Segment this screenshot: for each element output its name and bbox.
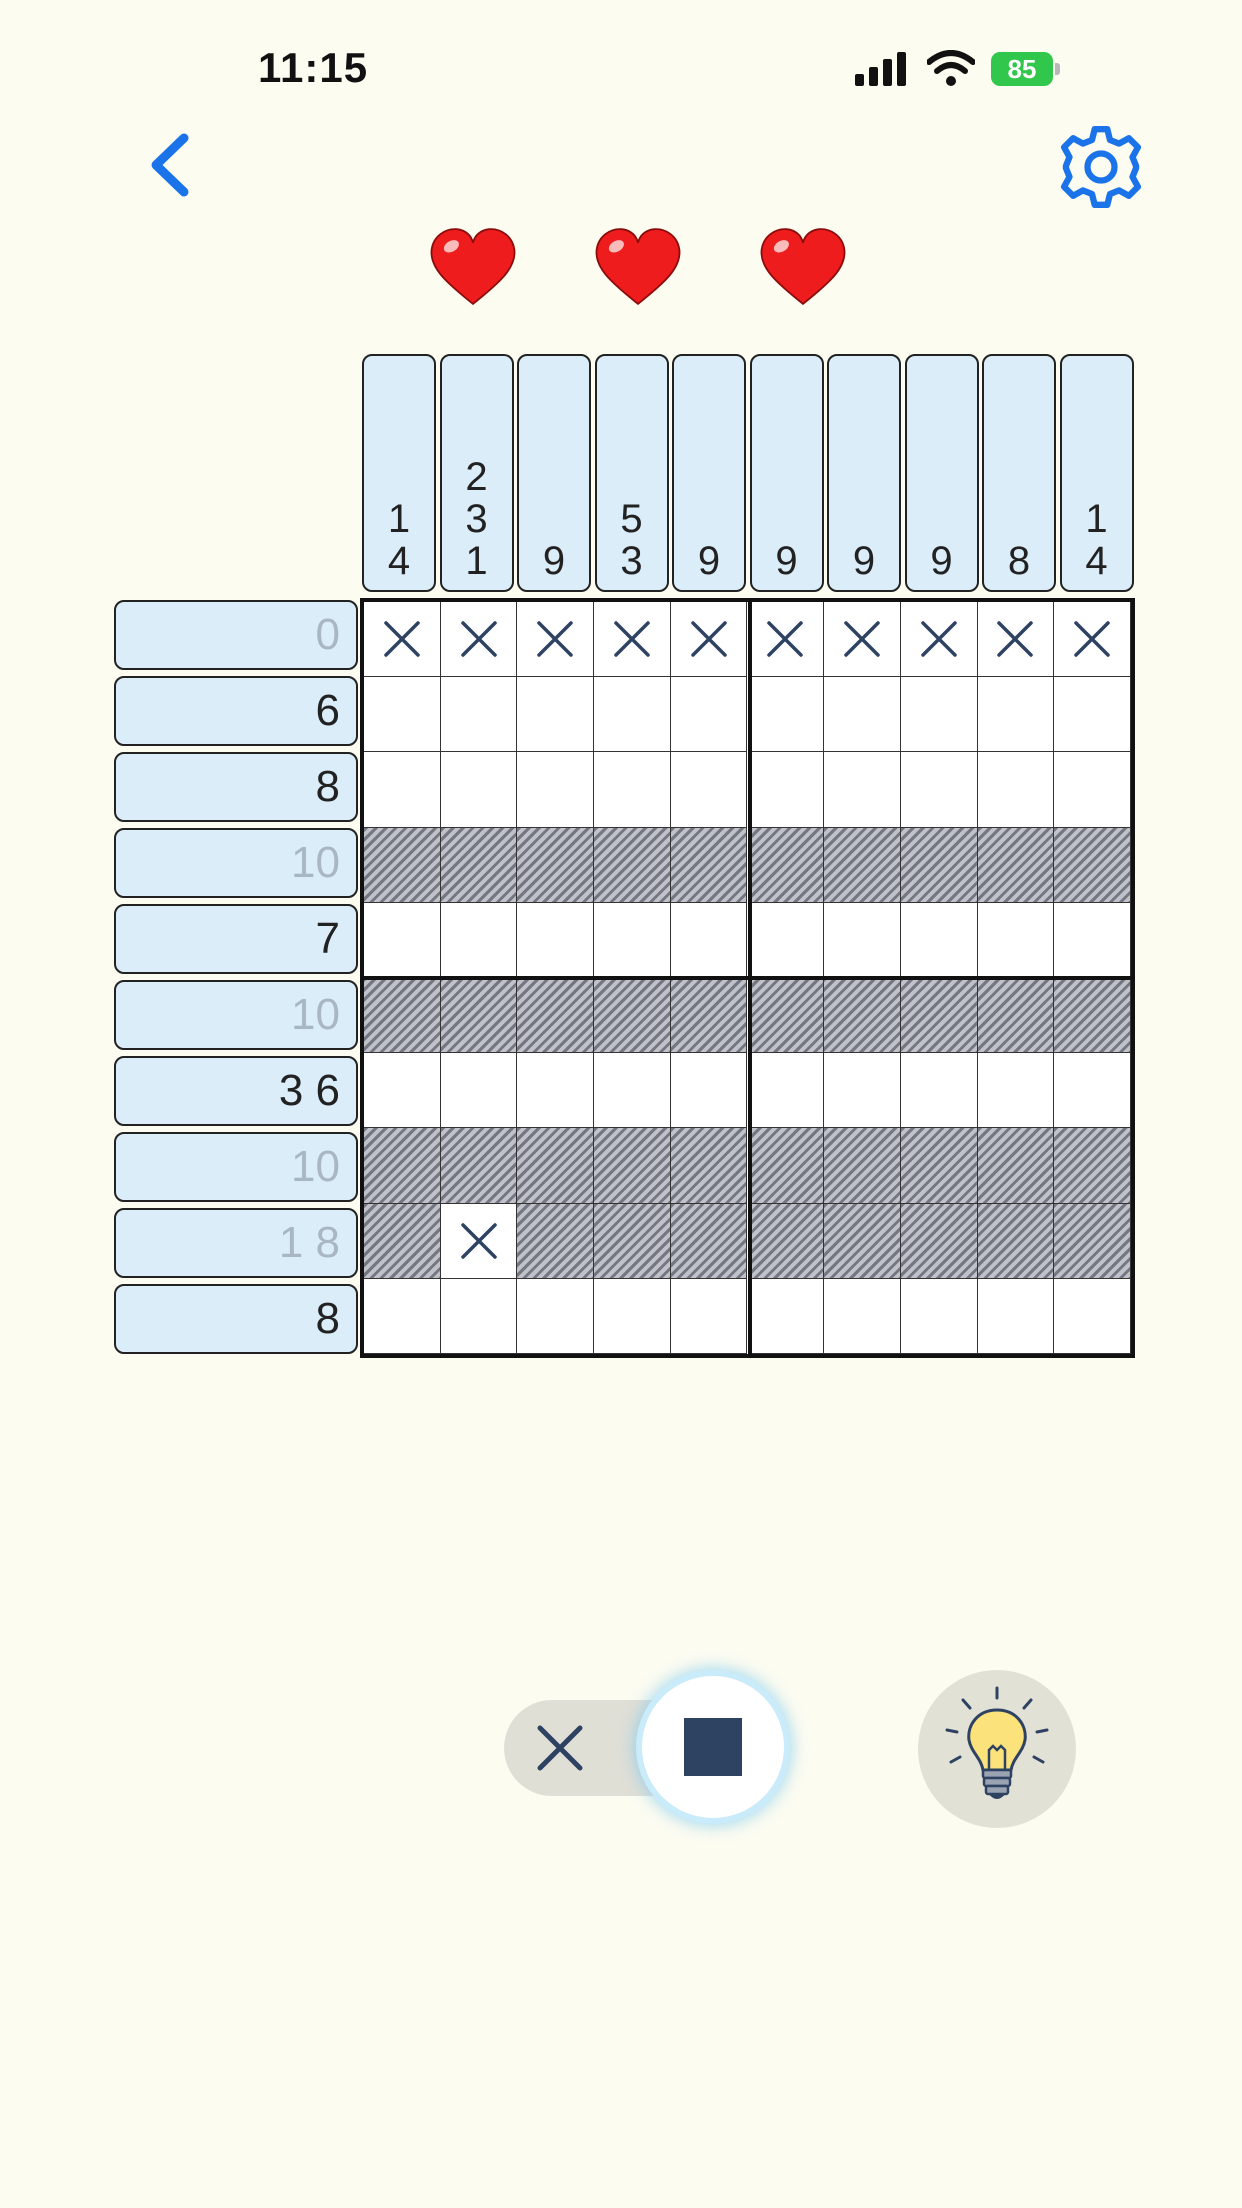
grid-cell[interactable] [441,903,518,978]
grid-cell[interactable] [748,978,825,1053]
grid-cell[interactable] [1054,1053,1131,1128]
grid-cell[interactable] [1054,1279,1131,1354]
column-clue [905,354,979,592]
column-clue [362,354,436,592]
grid-cell[interactable] [824,677,901,752]
lightbulb-icon [937,1684,1057,1814]
column-clue-number: 5 [620,497,643,541]
cross-mark-icon [610,617,654,661]
grid-cell[interactable] [901,903,978,978]
column-clue-number: 1 [1085,497,1108,541]
column-clue-number: 4 [1085,539,1108,583]
grid-cell[interactable] [1054,903,1131,978]
fill-mode-button[interactable] [636,1670,790,1824]
grid-cell[interactable] [901,1053,978,1128]
column-clue [827,354,901,592]
cross-mark-icon [533,617,577,661]
cross-mark-icon [917,617,961,661]
back-chevron-icon[interactable] [140,130,200,200]
grid-cell[interactable] [1054,752,1131,827]
grid-cell[interactable] [517,677,594,752]
column-clue-number: 2 [465,455,488,499]
grid-cell[interactable] [364,1053,441,1128]
grid-cell[interactable] [671,602,748,677]
grid-cell[interactable] [441,978,518,1053]
column-clue-number: 9 [775,539,798,583]
grid-cell[interactable] [517,828,594,903]
cross-mark-icon [457,1219,501,1263]
heart-icon [593,222,683,312]
grid-cell[interactable] [824,828,901,903]
grid-cell[interactable] [594,903,671,978]
column-clue-number: 9 [542,539,566,583]
grid-cell[interactable] [441,1053,518,1128]
grid-cell[interactable] [1054,828,1131,903]
grid-cell[interactable] [901,602,978,677]
grid-cell[interactable] [671,1053,748,1128]
column-clue [595,354,669,592]
column-clue [517,354,591,592]
grid-cell[interactable] [441,1128,518,1203]
grid-cell[interactable] [671,978,748,1053]
grid-cell[interactable] [824,1279,901,1354]
grid-cell[interactable] [978,903,1055,978]
grid-cell[interactable] [364,602,441,677]
grid-cell[interactable] [441,828,518,903]
grid-cell[interactable] [671,903,748,978]
heart-icon [428,222,518,312]
grid-cell[interactable] [517,602,594,677]
grid-cell[interactable] [748,903,825,978]
grid-cell[interactable] [364,1128,441,1203]
grid-cell[interactable] [901,677,978,752]
grid-cell[interactable] [517,752,594,827]
status-time: 11:15 [258,44,369,91]
grid-cell[interactable] [594,1053,671,1128]
grid-cell[interactable] [441,1279,518,1354]
grid-cell[interactable] [441,1204,518,1279]
grid-cell[interactable] [901,752,978,827]
grid-cell[interactable] [671,1279,748,1354]
grid-cell[interactable] [594,1204,671,1279]
cross-mark-icon [380,617,424,661]
heart-icon [758,222,848,312]
grid-cell[interactable] [1054,978,1131,1053]
column-clue-number: 8 [1007,539,1031,583]
grid-cell[interactable] [364,828,441,903]
grid-cell[interactable] [978,828,1055,903]
grid-cell[interactable] [978,677,1055,752]
grid-cell[interactable] [978,1204,1055,1279]
grid-cell[interactable] [978,978,1055,1053]
grid-cell[interactable] [517,1204,594,1279]
column-clue-number: 9 [930,539,953,583]
cross-mark-icon [1070,617,1114,661]
grid-cell[interactable] [978,602,1055,677]
column-clue-number: 9 [852,539,876,583]
grid-cell[interactable] [594,1279,671,1354]
grid-cell[interactable] [441,677,518,752]
cross-mark-icon [457,617,501,661]
grid-cell[interactable] [671,1204,748,1279]
row-clue: 8 [114,752,358,822]
row-clue: 8 [114,1284,358,1354]
column-clue-number: 3 [465,497,488,541]
lives-hearts [0,222,1242,322]
grid-cell[interactable] [748,677,825,752]
column-clue-number: 1 [465,539,488,583]
grid-cell[interactable] [517,978,594,1053]
cellular-signal-icon [855,50,911,86]
row-clue: 10 [114,828,358,898]
row-clue: 1 8 [114,1208,358,1278]
grid-cell[interactable] [824,752,901,827]
grid-cell[interactable] [901,828,978,903]
grid-cell[interactable] [824,602,901,677]
column-clue [750,354,824,592]
column-clue-number: 9 [697,539,721,583]
grid-cell[interactable] [901,1279,978,1354]
grid-cell[interactable] [748,602,825,677]
grid-cell[interactable] [441,602,518,677]
column-clue [672,354,746,592]
grid-cell[interactable] [671,828,748,903]
column-clue [982,354,1056,592]
grid-cell[interactable] [594,828,671,903]
grid-cell[interactable] [901,1128,978,1203]
row-clue: 3 6 [114,1056,358,1126]
cross-mark-icon [840,617,884,661]
grid-cell[interactable] [594,1128,671,1203]
grid-cell[interactable] [748,828,825,903]
grid-cell[interactable] [364,903,441,978]
grid-cell[interactable] [748,752,825,827]
grid-cell[interactable] [824,1204,901,1279]
grid-cell[interactable] [901,978,978,1053]
grid-cell[interactable] [824,978,901,1053]
grid-cell[interactable] [1054,602,1131,677]
column-clue-number: 1 [387,497,411,541]
grid-cell[interactable] [364,677,441,752]
row-clue: 7 [114,904,358,974]
wifi-icon [927,50,975,86]
row-clue: 0 [114,600,358,670]
grid-cell[interactable] [671,677,748,752]
grid-cell[interactable] [364,752,441,827]
grid-cell[interactable] [517,1128,594,1203]
grid-cell[interactable] [748,1053,825,1128]
grid-cell[interactable] [517,1279,594,1354]
column-clue [440,354,514,592]
battery-icon: 85 [991,52,1053,86]
puzzle-grid [360,598,1135,1358]
grid-cell[interactable] [594,978,671,1053]
row-clue: 6 [114,676,358,746]
grid-cell[interactable] [517,903,594,978]
grid-cell[interactable] [748,1204,825,1279]
cross-mark-icon [687,617,731,661]
grid-cell[interactable] [824,1053,901,1128]
grid-cell[interactable] [748,1128,825,1203]
grid-divider-horizontal [364,976,1131,980]
grid-cell[interactable] [1054,1204,1131,1279]
grid-cell[interactable] [364,1204,441,1279]
grid-cell[interactable] [671,752,748,827]
column-clue [1060,354,1134,592]
row-clue: 10 [114,980,358,1050]
grid-cell[interactable] [901,1204,978,1279]
grid-cell[interactable] [594,677,671,752]
column-clue-number: 3 [620,539,643,583]
grid-cell[interactable] [1054,677,1131,752]
grid-cell[interactable] [441,752,518,827]
grid-cell[interactable] [978,1279,1055,1354]
filled-square-icon [684,1718,742,1776]
grid-cell[interactable] [978,1053,1055,1128]
grid-cell[interactable] [671,1128,748,1203]
grid-cell[interactable] [978,752,1055,827]
grid-cell[interactable] [1054,1128,1131,1203]
cross-mode-icon[interactable] [534,1722,586,1774]
grid-cell[interactable] [824,903,901,978]
gear-icon[interactable] [1056,122,1146,212]
grid-cell[interactable] [748,1279,825,1354]
hint-button[interactable] [918,1670,1076,1828]
grid-cell[interactable] [824,1128,901,1203]
grid-cell[interactable] [594,752,671,827]
cross-mark-icon [993,617,1037,661]
grid-cell[interactable] [364,978,441,1053]
row-clue: 10 [114,1132,358,1202]
grid-cell[interactable] [978,1128,1055,1203]
column-clue-number: 4 [387,539,411,583]
grid-cell[interactable] [364,1279,441,1354]
cross-mark-icon [763,617,807,661]
grid-cell[interactable] [517,1053,594,1128]
grid-cell[interactable] [594,602,671,677]
